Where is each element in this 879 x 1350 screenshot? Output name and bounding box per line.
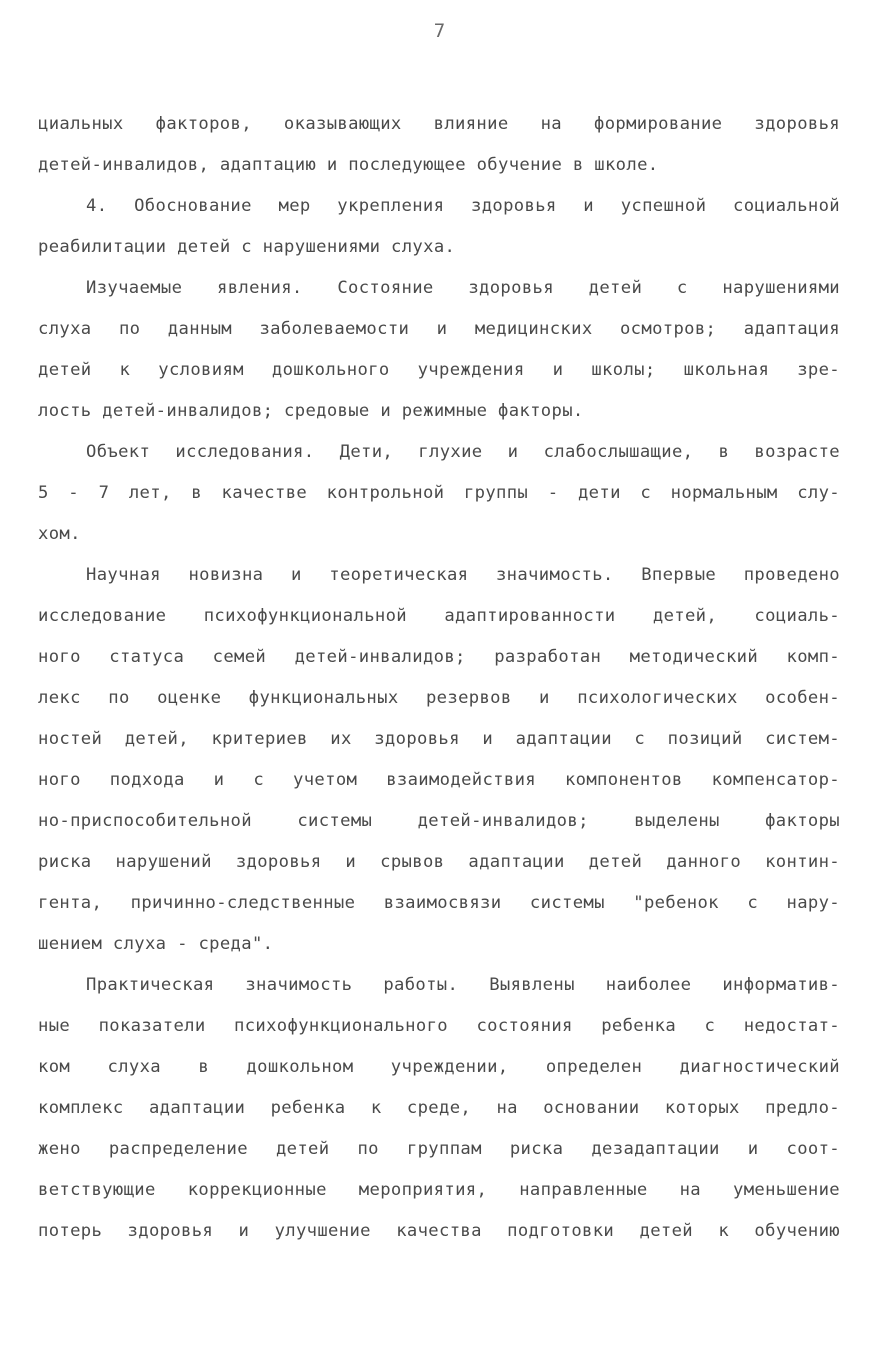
text-line: реабилитации детей с нарушениями слуха. xyxy=(38,237,456,257)
text-line: Научная новизна и теоретическая значимость. Впервые проведено xyxy=(86,565,840,585)
text-line: но-приспособительной системы детей-инвалидов; выделены факторы xyxy=(38,811,840,831)
text-line: детей к условиям дошкольного учреждения и школы; школьная зре- xyxy=(38,360,840,380)
text-line: 4. Обоснование мер укрепления здоровья и успешной социальной xyxy=(86,196,840,216)
page-number: 7 xyxy=(433,20,446,42)
text-line: потерь здоровья и улучшение качества подготовки детей к обучению xyxy=(38,1221,840,1241)
body-text xyxy=(38,104,840,1252)
text-line: комплекс адаптации ребенка к среде, на основании которых предло- xyxy=(38,1098,840,1118)
text-line: гента, причинно-следственные взаимосвязи системы "ребенок с нару- xyxy=(38,893,840,913)
text-line: шением слуха - среда". xyxy=(38,934,274,954)
text-line: детей-инвалидов, адаптацию и последующее обучение в школе. xyxy=(38,155,659,175)
text-line: лекс по оценке функциональных резервов и психологических особен- xyxy=(38,688,840,708)
text-line: ного статуса семей детей-инвалидов; разработан методический комп- xyxy=(38,647,840,667)
text-line: хом. xyxy=(38,524,81,544)
text-line: циальных факторов, оказывающих влияние на формирование здоровья xyxy=(38,114,840,134)
text-line: Объект исследования. Дети, глухие и слабослышащие, в возрасте xyxy=(86,442,840,462)
text-line: Практическая значимость работы. Выявлены наиболее информатив- xyxy=(86,975,840,995)
text-line: риска нарушений здоровья и срывов адаптации детей данного контин- xyxy=(38,852,840,872)
text-line: Изучаемые явления. Состояние здоровья детей с нарушениями xyxy=(86,278,840,298)
text-line: слуха по данным заболеваемости и медицинских осмотров; адаптация xyxy=(38,319,840,339)
text-line: ком слуха в дошкольном учреждении, определен диагностический xyxy=(38,1057,840,1077)
text-line: ветствующие коррекционные мероприятия, направленные на уменьшение xyxy=(38,1180,840,1200)
text-line: ные показатели психофункционального состояния ребенка с недостат- xyxy=(38,1016,840,1036)
text-line: 5 - 7 лет, в качестве контрольной группы - дети с нормальным слу- xyxy=(38,483,840,503)
text-line: жено распределение детей по группам риска дезадаптации и соот- xyxy=(38,1139,840,1159)
text-line: лость детей-инвалидов; средовые и режимные факторы. xyxy=(38,401,584,421)
text-line: исследование психофункциональной адаптированности детей, социаль- xyxy=(38,606,840,626)
text-line: ного подхода и с учетом взаимодействия компонентов компенсатор- xyxy=(38,770,840,790)
text-line: ностей детей, критериев их здоровья и адаптации с позиций систем- xyxy=(38,729,840,749)
